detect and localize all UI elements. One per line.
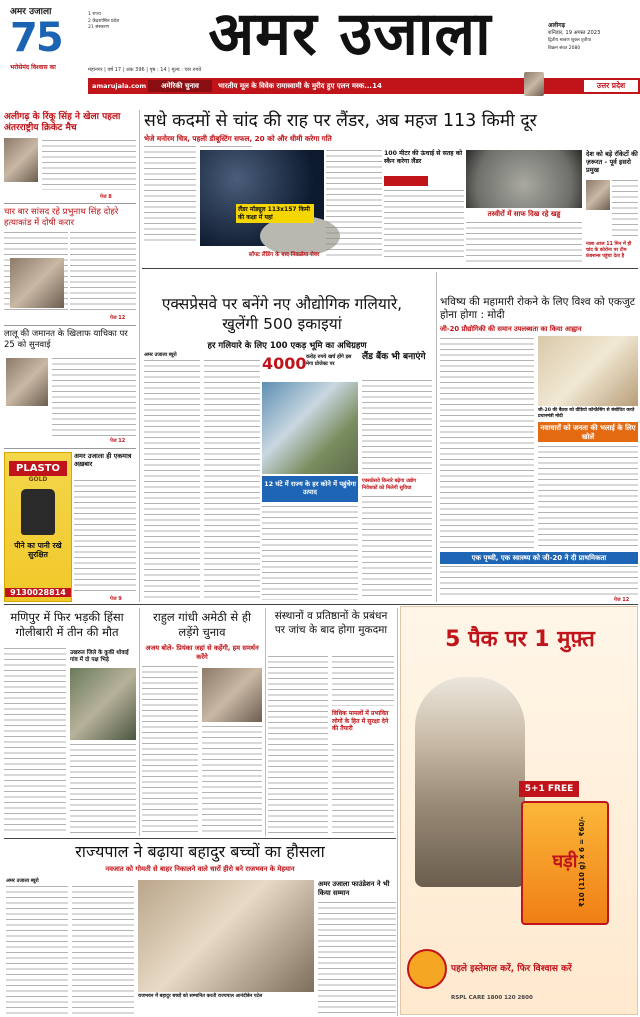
chandrayaan-graphic: [200, 150, 324, 246]
modi-body-1: [440, 338, 534, 550]
isro-photo: [586, 180, 610, 210]
rinku-body: [42, 140, 136, 190]
ad-price: ₹10 (110 g) x 6 = ₹60/-: [578, 816, 587, 907]
section-label: उत्तर प्रदेश: [584, 80, 638, 92]
ticker-portrait: [524, 72, 544, 96]
second-body-4: [362, 496, 432, 600]
lalu-headline: लालू की जमानत के खिलाफ याचिका पर 25 को सुनवाई: [4, 329, 128, 350]
second-body-2: [204, 360, 260, 600]
institutions-box: विधिक मामलों में प्रभावित लोगों के हित में सुरक्षा देने की तैयारी: [332, 710, 389, 732]
ghadi-ad-headline: 5 पैक पर 1 मुफ़्त: [445, 627, 595, 652]
prabhunath-ref[interactable]: पेज 12: [110, 315, 126, 321]
rinku-photo: [4, 138, 38, 182]
land-bank-body: [362, 380, 432, 474]
institutions-body-1: [268, 656, 328, 834]
isro-side-head: देश को बड़े रॉकेटों की ज़रूरत - पूर्व इसरो प्रमुख: [586, 150, 638, 174]
anniversary-number: 75: [10, 15, 62, 61]
moon-picture: [466, 150, 582, 208]
bottom-headline: राज्यपाल ने बढ़ाया बहादुर बच्चों का हौसला: [75, 842, 325, 861]
plasto-sub: GOLD: [28, 476, 48, 483]
manipur-headline: मणिपुर में फिर भड़की हिंसा गोलीबारी में तीन की मौत: [10, 610, 124, 639]
plasto-tagline: पीने का पानी रखे सुरक्षित: [14, 541, 62, 559]
bottom-body-1: [6, 886, 68, 1014]
institutions-headline: संस्थानों व प्रतिष्ठानों के प्रबंधन पर जांच के बाद होगा मुकदमा: [274, 610, 388, 636]
stat-title: 100 मीटर की ऊंचाई से सतह को स्कैन करेगा लैंडर: [384, 150, 463, 165]
ad-footer[interactable]: RSPL CARE 1800 120 2800: [451, 995, 533, 1001]
graphic-caption: सॉफ्ट लैंडिंग के बाद निकलेगा रोवर: [248, 252, 320, 258]
moon-picture-caption: तस्वीरों में साफ दिख रहे खड्ड: [487, 210, 561, 218]
modi-ref[interactable]: पेज 12: [614, 597, 630, 603]
invest-text: करोड़ रुपये खर्च होंगे इस मेगा प्रोजेक्ट पर: [306, 354, 352, 367]
anniversary-logo: [10, 4, 84, 82]
lalu-body: [52, 358, 136, 436]
invest-box: [262, 352, 356, 380]
manipur-body-1: [4, 648, 66, 834]
manipur-body-2: [70, 744, 136, 834]
issue-meta: महानगर | वर्ष 17 | अंक 396 | पृष्ठ : 14 | मूल्य : चार रुपये: [88, 67, 202, 73]
prabhunath-body-2: [70, 232, 136, 312]
second-headline: एक्सप्रेसवे पर बनेंगे नए औद्योगिक गलियारे, खुलेंगी 500 इकाइयां: [161, 295, 403, 333]
rahul-photo: [202, 668, 262, 722]
left-aside-body: [74, 480, 136, 592]
isro-body: [612, 180, 638, 240]
manipur-photo-caption: उखरुल जिले के कुकी थोवाई गांव में दो पक्ष भिड़े: [70, 650, 129, 663]
lead-body-1: [144, 146, 196, 242]
rahul-subhead: अजय बोले- प्रियंका जहां से कहेंगी, हम समर्थन करेंगे: [145, 644, 259, 661]
top-ticker[interactable]: भारतीय मूल के विवेक रामास्वामी के मुरीद हुए एलन मस्क...14: [218, 82, 382, 90]
ghadi-logo: [407, 949, 447, 989]
bravery-caption: राजभवन में बहादुर बच्चों को सम्मानित करती राज्यपाल आनंदीबेन पटेल: [138, 994, 263, 999]
modi-subhead: जी-20 प्रौद्योगिकी की समान उपलब्धता का किया आह्वान: [440, 325, 582, 333]
rinku-ref[interactable]: पेज 8: [100, 194, 112, 200]
editions-box: 1 राज्य 2 केंद्रशासित प्रदेश 21 संस्करण: [88, 12, 120, 30]
top-left-brand: अमर उजाला: [10, 7, 52, 17]
plasto-title: PLASTO: [9, 461, 67, 476]
lalu-ref[interactable]: पेज 12: [110, 438, 126, 444]
anniversary-tagline: भरोसेमंद विश्वास का: [10, 64, 56, 71]
invest-number: 4000: [262, 354, 307, 373]
ad-model-photo: [415, 677, 525, 887]
modi-photo: [538, 336, 638, 406]
modi-headline: भविष्य की महामारी रोकने के लिए विश्व को एकजुट होना होगा : मोदी: [440, 296, 636, 321]
rahul-headline: राहुल गांधी अमेठी से ही लड़ेंगे चुनाव: [153, 610, 251, 639]
modi-photo-caption: जी-20 की बैठक को वीडियो कॉन्फ्रेंसिंग से संबोधित करते प्रधानमंत्री मोदी: [538, 408, 635, 419]
detergent-pack: [521, 801, 609, 925]
ghadi-ad: [400, 606, 638, 1015]
lander-label: लैंडर मॉड्यूल 113x157 किमी की कक्षा में यहां: [236, 204, 314, 223]
second-body-3: [262, 506, 358, 600]
modi-quote: नवाचारों को जनता की भलाई के लिए खोलें: [538, 422, 638, 442]
factory-photo: [262, 382, 358, 474]
modi-box: एक पृथ्वी, एक स्वास्थ्य को जी-20 ने दी प्राथमिकता: [440, 552, 638, 564]
foundation-body: [318, 902, 396, 1014]
prabhunath-photo: [10, 258, 64, 308]
rinku-headline: अलीगढ़ के रिंकू सिंह ने खेला पहला अंतरराष्ट्रीय क्रिकेट मैच: [4, 112, 121, 133]
tank-icon: [21, 489, 55, 535]
left-col-story-1: [4, 112, 136, 134]
foundation-headline: अमर उजाला फाउंडेशन ने भी किया सम्मान: [318, 880, 390, 897]
lead-subhead: भेजे मनोरम चित्र, पहली डीबूस्टिंग सफल, 20 को और धीमी करेगा गति: [144, 134, 332, 143]
rahul-body-2: [202, 726, 262, 834]
prabhunath-headline: चार बार सांसद रहे प्रभुनाथ सिंह दोहरे हत्याकांड में दोषी करार: [4, 207, 119, 228]
institutions-body-3: [332, 744, 394, 834]
site-link[interactable]: amarujala.com: [92, 82, 147, 90]
land-bank-head: लैंड बैंक भी बनाएंगे: [362, 352, 426, 362]
ad-offer: 5+1 FREE: [519, 781, 579, 797]
plasto-ad: [4, 452, 72, 602]
date-box: अलीगढ़ शनिवार, 19 अगस्त 2023 द्वितीय श्रावण शुक्ल तृतीया विक्रम संवत 2080: [548, 22, 601, 51]
lead-body-3: [326, 150, 382, 260]
bottom-byline: अमर उजाला ब्यूरो: [6, 878, 39, 884]
manipur-photo: [70, 668, 136, 740]
stat-body: [384, 190, 464, 260]
stat-chip: [384, 176, 428, 186]
modi-body-3: [440, 566, 638, 596]
rahul-body-1: [142, 666, 198, 834]
bravery-photo: [138, 880, 314, 992]
nav-label[interactable]: अमेरिकी चुनाव: [148, 80, 212, 92]
second-body-1: [144, 360, 200, 600]
ad-slogan: पहले इस्तेमाल करें, फिर विश्वास करें: [451, 964, 572, 974]
second-subhead: हर गलियारे के लिए 100 एकड़ भूमि का अधिग्रहण: [207, 341, 367, 351]
ghadi-brand: घड़ी: [552, 851, 578, 872]
lalu-photo: [6, 358, 48, 406]
factory-caption: 12 घंटे में राज्य के हर कोने में पहुंचेगा उत्पाद: [262, 476, 358, 502]
institutions-body-2: [332, 656, 394, 706]
second-bullets: एक्सप्रेसवे किनारे बढ़ेगा उद्योग निवेशकों को मिलेगी सुविधा: [362, 478, 417, 491]
second-byline: अमर उजाला ब्यूरो: [144, 352, 177, 358]
lead-headline: सधे कदमों से चांद की राह पर लैंडर, अब महज 113 किमी दूर: [144, 111, 537, 131]
left-aside-ref[interactable]: पेज 9: [110, 596, 122, 602]
left-aside: अमर उजाला ही एकमात्र अख़बार: [74, 452, 132, 468]
isro-side-box: नासा आज 11 मिन में ही चांद के कोरोना पर टीम फ़ंक्‍शन्स पहुंचा देता है: [586, 242, 632, 259]
modi-body-2: [538, 446, 638, 550]
plasto-phone[interactable]: 9130028814: [5, 588, 71, 597]
masthead-logo: अमर उजाला: [208, 0, 492, 69]
lead-body-4: [466, 222, 582, 262]
bottom-subhead: नवजात को गोमती से बाहर निकालने वाले चारों हीरो बने राजभवन के मेहमान: [105, 865, 295, 873]
bottom-body-2: [72, 886, 134, 1014]
